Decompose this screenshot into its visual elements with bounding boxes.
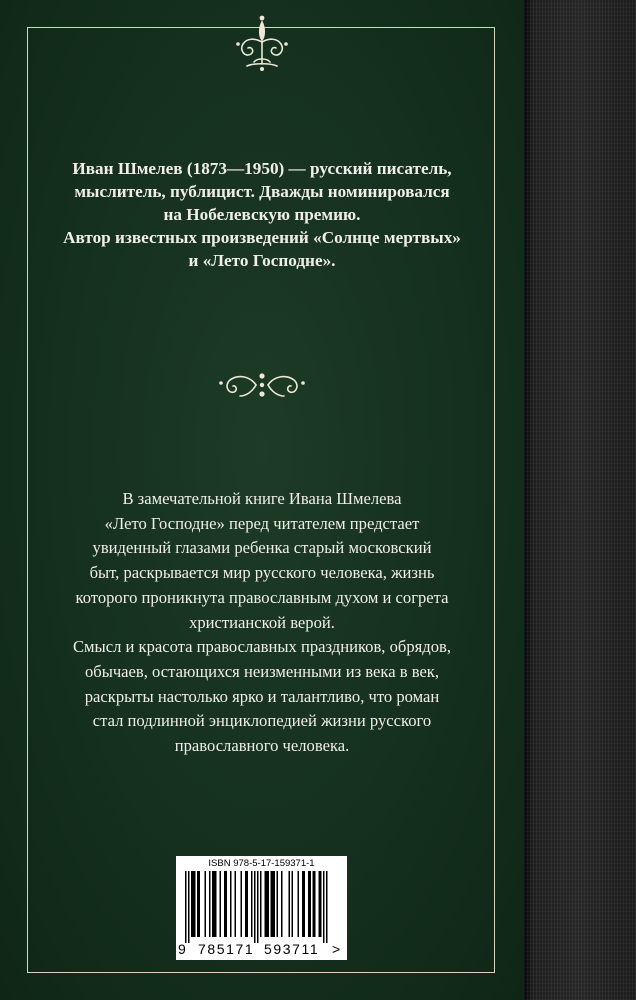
description-line: увиденный глазами ребенка старый московский xyxy=(92,538,432,558)
barcode-bar xyxy=(281,871,283,937)
barcode-bar xyxy=(298,871,300,937)
barcode-bar xyxy=(308,871,310,937)
barcode-bar xyxy=(241,871,243,937)
author-bio-line: Автор известных произведений «Солнце мертвых» xyxy=(63,228,461,247)
description-line: христианской верой. xyxy=(189,612,335,632)
barcode-digits-left: 785171 xyxy=(198,941,255,957)
barcode-bar xyxy=(289,871,291,937)
barcode-bar xyxy=(226,871,228,937)
barcode-bar xyxy=(310,871,312,937)
barcode-bar xyxy=(185,871,187,943)
description-line: которого проникнута православным духом и согрета xyxy=(75,587,449,607)
barcode-arrow: > xyxy=(332,941,341,957)
barcode-digits xyxy=(176,941,347,959)
barcode-bar xyxy=(302,871,304,937)
barcode-bar xyxy=(314,871,316,937)
barcode-bar xyxy=(326,871,328,943)
barcode-bar xyxy=(323,871,325,943)
isbn-barcode xyxy=(176,856,347,960)
description-line: В замечательной книге Ивана Шмелева xyxy=(122,489,402,508)
spine-cloth xyxy=(524,0,636,1000)
barcode-bar xyxy=(277,871,279,937)
barcode-bar xyxy=(194,871,196,937)
barcode-digits-right: 593711 xyxy=(264,941,320,957)
fleuron-ornament-icon xyxy=(229,14,295,72)
barcode-bar xyxy=(257,871,259,943)
barcode-bar xyxy=(199,871,201,937)
description-line: стал подлинной энциклопедией жизни русского xyxy=(92,711,432,731)
description-line: обычаев, остающихся неизменными из века в век, xyxy=(84,661,440,681)
barcode-bar xyxy=(313,871,315,937)
author-bio-line: Иван Шмелев (1873—1950) — русский писатель, xyxy=(72,159,452,178)
isbn-label: ISBN 978-5-17-159371-1 xyxy=(208,858,315,869)
barcode-bar xyxy=(260,871,262,937)
barcode-bar xyxy=(319,871,321,937)
barcode-bar xyxy=(268,871,270,937)
barcode-bar xyxy=(215,871,217,937)
description-line: православного человека. xyxy=(174,736,350,756)
barcode-bar xyxy=(191,871,193,937)
barcode-bar xyxy=(292,871,294,937)
description-line: быт, раскрывается мир русского человека, жизнь xyxy=(89,563,435,583)
barcode-bar xyxy=(197,871,199,937)
barcode-bar xyxy=(220,871,222,937)
author-bio-line: на Нобелевскую премию. xyxy=(163,205,361,224)
description-line: «Лето Господне» перед читателем предстает xyxy=(104,513,420,533)
barcode-bar xyxy=(245,871,247,937)
barcode-bar xyxy=(235,871,237,937)
barcode-bar xyxy=(230,871,232,937)
barcode-bar xyxy=(224,871,226,937)
author-bio xyxy=(40,157,484,272)
barcode-bars xyxy=(185,871,335,943)
barcode-bar xyxy=(304,871,306,937)
author-bio-line: и «Лето Господне». xyxy=(188,251,336,270)
description-line: раскрыты настолько ярко и талантливо, что роман xyxy=(84,686,440,706)
barcode-bar xyxy=(209,871,211,937)
scroll-ornament-icon xyxy=(216,368,308,402)
barcode-bar xyxy=(205,871,207,937)
barcode-digit-first: 9 xyxy=(178,941,186,957)
barcode-bar xyxy=(214,871,216,937)
description-line: Смысл и красота православных праздников, обрядов, xyxy=(72,637,451,657)
barcode-bar xyxy=(274,871,276,937)
barcode-bar xyxy=(272,871,274,937)
barcode-bar xyxy=(266,871,268,937)
barcode-bar xyxy=(247,871,249,937)
barcode-bar xyxy=(271,871,273,937)
barcode-bar xyxy=(265,871,267,937)
barcode-bar xyxy=(188,871,190,943)
barcode-bar xyxy=(193,871,195,937)
barcode-bar xyxy=(254,871,256,943)
barcode-bar xyxy=(320,871,322,937)
book-description xyxy=(40,487,484,759)
barcode-bar xyxy=(251,871,253,937)
barcode-bar xyxy=(212,871,214,937)
author-bio-line: мыслитель, публицист. Дважды номинировался xyxy=(74,182,450,201)
